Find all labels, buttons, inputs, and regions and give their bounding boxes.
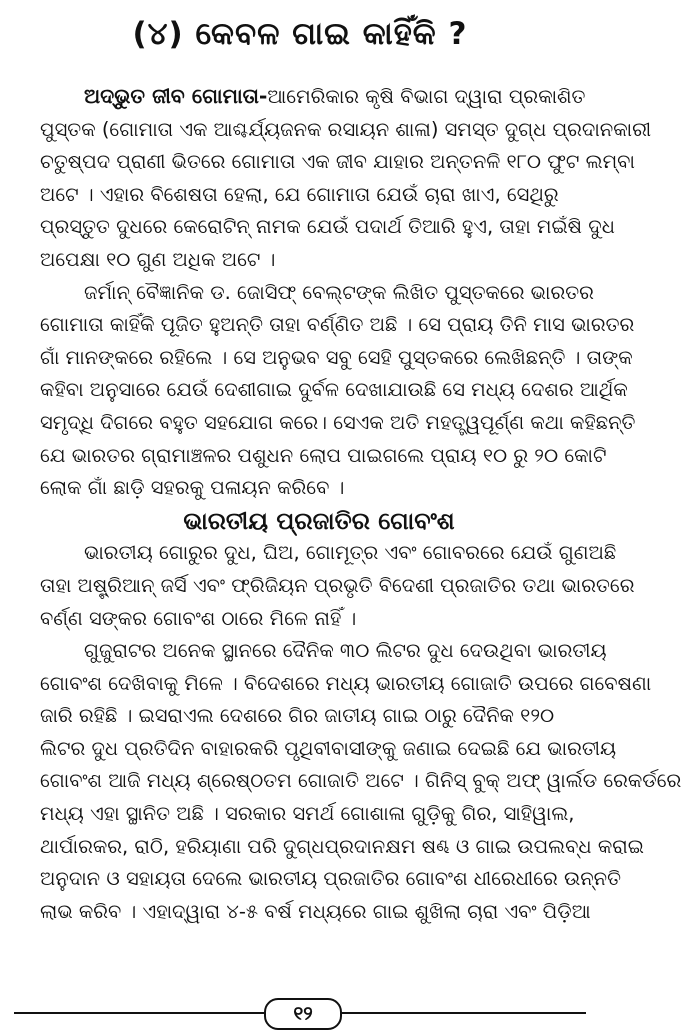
- text-line: ଅଟେ । ଏହାର ବିଶେଷତା ହେଲା, ଯେ ଗୋମାତା ଯେଉଁ ଚାରା ଖାଏ, ସେଥିରୁ: [40, 182, 559, 206]
- page-body: [40, 80, 681, 928]
- text-line: ଗୋମାତା କାହିଁକି ପୂଜିତ ହୁଅନ୍ତି ତାହା ବର୍ଣ୍ଣିତ ଅଛି । ସେ ପ୍ରାୟ ତିନି ମାସ ଭାରତର: [40, 313, 635, 337]
- text-line: ଅପେକ୍ଷା ୧୦ ଗୁଣ ଅଧିକ ଅଟେ ।: [40, 247, 276, 271]
- text-line: [40, 80, 588, 114]
- page-title: (୪) କେବଳ ଗାଇ କାହିଁକି ?: [132, 16, 468, 52]
- text-line: ଚତୁଷ୍ପଦ ପ୍ରାଣୀ ଭିତରେ ଗୋମାତା ଏକ ଜୀବ ଯାହାର ଅନ୍ତନଳି ୧୮୦ ଫୁଟ ଲମ୍ବା: [40, 150, 635, 174]
- text-line: ଭାରତୀୟ ଗୋରୁର ଦୁଧ, ଘିଅ, ଗୋମୂତ୍ର ଏବଂ ଗୋବରରେ ଯେଉଁ ଗୁଣଅଛି: [84, 541, 617, 565]
- paragraph-german-scientist: [40, 277, 636, 505]
- text-line: ଲାଭ କରିବ । ଏହାଦ୍ୱାରା ୪-୫ ବର୍ଷ ମଧ୍ୟରେ ଗାଇ ଶୁଖିଲା ଚାରା ଏବଂ ପିଡ଼ିଆ: [40, 899, 591, 923]
- text-line: ଥାର୍ପାରକର, ରାଠି, ହରିୟାଣା ପରି ଦୁଗ୍ଧପ୍ରଦାନକ୍ଷମ ଷଣ୍ଢ ଓ ଗାଇ ଉପଲବ୍ଧ କରାଇ: [40, 834, 644, 858]
- text-line: ଗୁଜୁରାଟର ଅନେକ ସ୍ଥାନରେ ଦୈନିକ ୩୦ ଲିଟର ଦୁଧ ଦେଉଥିବା ଭାରତୀୟ: [84, 639, 607, 663]
- text-line: ଜାରି ରହିଛି । ଇସରାଏଲ ଦେଶରେ ଗିର ଜାତୀୟ ଗାଇ ଠାରୁ ଦୈନିକ ୧୨୦: [40, 704, 555, 728]
- text-line: ଲୋକ ଗାଁ ଛାଡ଼ି ସହରକୁ ପଳାୟନ କରିବେ ।: [40, 476, 345, 500]
- page-number: ୧୨: [264, 998, 342, 1030]
- text-line: ଯେ ଭାରତର ଗ୍ରାମାଞ୍ଚଳର ପଶୁଧନ ଲୋପ ପାଇଗଲେ ପ୍ରାୟ ୧୦ ରୁ ୨୦ କୋଟି: [40, 443, 607, 467]
- text-line: ମଧ୍ୟ ଏହା ସ୍ଥାନିତ ଅଛି । ସରକାର ସମର୍ଥ ଗୋଶାଳା ଗୁଡ଼ିକୁ ଗିର, ସାହିୱାଲ,: [40, 802, 575, 826]
- paragraph-wonder-animal: [40, 80, 652, 277]
- text-line: ପ୍ରସ୍ତୁତ ଦୁଧରେ କେରୋଟିନ୍ ନାମକ ଯେଉଁ ପଦାର୍ଥ ତିଆରି ହୁଏ, ତାହା ମଇଁଷି ଦୁଧ: [40, 215, 615, 239]
- lead-in-heading: ଅଦ୍ଭୁତ ଜୀବ ଗୋମାତା-: [84, 84, 268, 108]
- text-line: ଲିଟର ଦୁଧ ପ୍ରତିଦିନ ବାହାରକରି ପୃଥିବୀବାସୀଙ୍କୁ ଜଣାଇ ଦେଇଛି ଯେ ଭାରତୀୟ: [40, 736, 617, 760]
- text-line: ଗୋବଂଶ ଆଜି ମଧ୍ୟ ଶ୍ରେଷ୍ଠତମ ଗୋଜାତି ଅଟେ । ଗିନିସ୍ ବୁକ୍ ଅଫ୍ ୱାର୍ଲଡ ରେକର୍ଡରେ: [40, 769, 681, 793]
- text-line: ଗାଁ ମାନଙ୍କରେ ରହିଲେ । ସେ ଅନୁଭବ ସବୁ ସେହି ପୁସ୍ତକରେ ଲେଖିଛନ୍ତି । ତାଙ୍କ: [40, 345, 633, 369]
- paragraph-gujarat-research: [40, 635, 681, 928]
- text-line: ତାହା ଅଷ୍ଟ୍ରିଆନ୍ ଜର୍ସି ଏବଂ ଫ୍ରିଜିୟନ ପ୍ରଭୃତି ବିଦେଶୀ ପ୍ରଜାତିର ତଥା ଭାରତରେ: [40, 573, 635, 597]
- text-line: ଗୋବଂଶ ଦେଖିବାକୁ ମିଳେ । ବିଦେଶରେ ମଧ୍ୟ ଭାରତୀୟ ଗୋଜାତି ଉପରେ ଗବେଷଣା: [40, 671, 652, 695]
- text-line: ଜର୍ମାନ୍ ବୈଜ୍ଞାନିକ ଡ. ଜୋସିଫ୍ ବେଲ୍ଟଙ୍କ ଲିଖିତ ପୁସ୍ତକରେ ଭାରତର: [84, 280, 594, 304]
- text-line: ସମୃଦ୍ଧି ଦିଗରେ ବହୁତ ସହଯୋଗ କରେ। ସେଏକ ଅତି ମହତ୍ତ୍ୱପୂର୍ଣ୍ଣ କଥା କହିଛନ୍ତି: [40, 410, 636, 434]
- text-line-fragment: ଆମେରିକାର କୃଷି ବିଭାଗ ଦ୍ୱାରା ପ୍ରକାଶିତ: [267, 85, 586, 108]
- paragraph-indian-cattle: [40, 537, 635, 635]
- section-heading: ଭାରତୀୟ ପ୍ରଜାତିର ଗୋବଂଶ: [183, 506, 455, 535]
- text-line: ଅନୁଦାନ ଓ ସହାୟତା ଦେଲେ ଭାରତୀୟ ପ୍ରଜାତିର ଗୋବଂଶ ଧୀରେଧୀରେ ଉନ୍ନତି: [40, 867, 622, 891]
- text-line: ପୁସ୍ତକ (ଗୋମାତା ଏକ ଆଶ୍ଚର୍ଯ୍ୟଜନକ ରସାୟନ ଶାଳା) ସମସ୍ତ ଦୁଗ୍ଧ ପ୍ରଦାନକାରୀ: [40, 117, 652, 141]
- page-footer: [14, 996, 586, 1030]
- text-line: ବର୍ଣ୍ଣ ସଙ୍କର ଗୋବଂଶ ଠାରେ ମିଳେ ନାହିଁ ।: [40, 606, 357, 630]
- text-line: କହିବା ଅନୁସାରେ ଯେଉଁ ଦେଶୀଗାଇ ଦୁର୍ବଳ ଦେଖାଯାଉଛି ସେ ମଧ୍ୟ ଦେଶର ଆର୍ଥିକ: [40, 378, 628, 402]
